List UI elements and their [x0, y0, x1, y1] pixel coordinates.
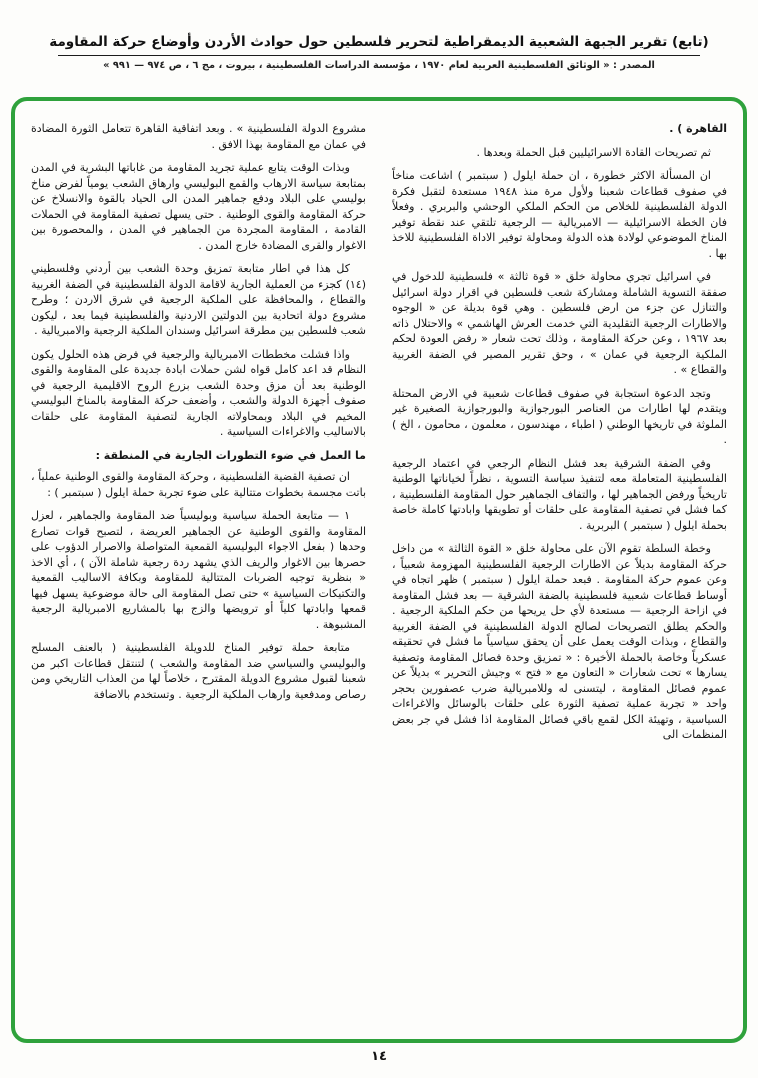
green-border-frame — [11, 97, 747, 1043]
paragraph: ثم تصريحات القادة الاسرائيليين قبل الحملة وبعدها . — [476, 145, 711, 159]
page-number: ١٤ — [371, 1049, 387, 1064]
paragraph: ان تصفية القضية الفلسطينية ، وحركة المقاومة والقوى الوطنية عملياً ، باتت مجسمة بخطوات متتالية على ضوء تجربة حملة ايلول ( سبتمبر ) : — [31, 470, 366, 499]
title-divider — [58, 55, 700, 56]
paragraph: ان المسألة الاكثر خطورة ، ان حملة ايلول ( سبتمبر ) اشاعت مناخاً في صفوف قطاعات شعبنا ولأول مرة منذ ١٩٤٨ مستعدة لتقبل فكرة الدولة الفلسطينية للخلاص من الحكم الملكي الوحشي والبربري . وفعلاً فان الخطة الاسرائيلية — الامبريالية — الرجعية تلتقي عند نقطة توفير المناخ الموضوعي لولادة هذه الدولة ومحاولة توفير الاداة الفلسطينية للاخذ بها . — [392, 169, 727, 260]
two-column-text — [31, 121, 727, 1025]
paragraph: كل هذا في اطار متابعة تمزيق وحدة الشعب بين أردني وفلسطيني (١٤) كجزء من العملية الجارية لاقامة الدولة الفلسطينية في الضفة الغربية والقطاع ، والمحافظة على الملكية الرجعية في شرق الاردن ؛ وطرح مشروع دولة اتحادية بين الدولتين الاردنية والفلسطينية فيما بعد ، ليكون شعب فلسطين بين مطرقة اسرائيل وسندان الملكية الرجعية والامبريالية . — [31, 262, 366, 337]
paragraph: وخطة السلطة تقوم الآن على محاولة خلق « القوة الثالثة » من داخل حركة المقاومة بديلاً عن الاطارات الرجعية الفلسطينية المهزومة شعبياً ، وعن عموم حركة المقاومة . فبعد حملة ايلول ( سبتمبر ) ظهر اتجاه في أوساط قطاعات شعبية فلسطينية بالضفة الشرقية — بعد فشل المقاومة في ازاحة الرجعية — مستعدة لأي حل يريحها من حكم الملكية الرجعية . والحكم يطلق التصريحات لصالح الدولة الفلسطينية في الضفة الغربية والقطاع ، وبذات الوقت يعمل على أن يحقق سياسياً ما فشل في تحقيقه عسكرياً وخاصة بالحملة الأخيرة : « تمزيق وحدة فصائل المقاومة وتصفية يسارها » تحت شعارات « التعاون مع « فتح » وجيش التحرير » بديلاً عن عموم فصائل المقاومة ، ليتسنى له وللامبريالية ضرب عصفورين بحجر واحد « تجربة عملية تصفية الثورة على حلقات بالوسائل والاغراءات السياسية ، وتهيئة الكل لقمع باقي فصائل المقاومة اذا فشل في جر بعض المنظمات الى — [392, 542, 727, 741]
paragraph: وتجد الدعوة استجابة في صفوف قطاعات شعبية في الارض المحتلة ويتقدم لها اطارات من العناصر البورجوازية والبورجوازية الصغيرة غير الملوثة في تاريخها الوطني ( اطباء ، مهندسون ، معلمون ، محامون ، الخ ) . — [392, 386, 727, 446]
paragraph: وبذات الوقت يتابع عملية تجريد المقاومة من غاباتها البشرية في المدن بمتابعة سياسة الارهاب والقمع البوليسي وارهاق الشعب يومياً لفرض مناخ بوليسي على البلاد ودفع جماهير المدن الى الحياد بالقوة والانسلاخ عن حركة المقاومة والقوى الوطنية . حتى يسهل تصفية المقاومة في الحملات القادمة ، المقاومة المجردة من الجماهير في المدن ، والمحصورة بين الاغوار والقرى المضادة خارج المدن . — [31, 161, 366, 252]
section-heading: ما العمل في ضوء التطورات الجارية في المنطقة : — [95, 448, 366, 462]
document-header — [0, 34, 758, 71]
paragraph: متابعة حملة توفير المناخ للدويلة الفلسطينية ( بالعنف المسلح والبوليسي والسياسي ضد المقاومة والشعب ) لتنتقل قطاعات اكبر من شعبنا لقبول مشروع الدويلة المقترح ، خلاصاً لها من العذاب التاريخي ومن رصاص ومدفعية وارهاب الملكية الرجعية . وتستخدم بالاضافة — [31, 641, 366, 701]
paragraph: القاهرة ) . — [669, 122, 727, 135]
paragraph: مشروع الدولة الفلسطينية » . وبعد اتفاقية القاهرة تتعامل الثورة المضادة في عمان مع المقاومة بهذا الافق . — [31, 122, 366, 151]
paragraph: في اسرائيل تجري محاولة خلق « قوة ثالثة » فلسطينية للدخول في صفقة التسوية الشاملة ومشاركة شعب فلسطين في اقرار دولة اسرائيل والتنازل عن جزء من ارض فلسطين . وهي قوة بديلة عن « الوجوه والاطارات الرجعية التقليدية التي خدمت العرش الهاشمي » والاحتلال ذاته بعد ١٩٦٧ ، وعن حركة المقاومة ، وذلك تحت شعار « رفض العودة لحكم الملكية الرجعية في عمان » ، وحق تقرير المصير في الضفة الغربية والقطاع » . — [392, 270, 727, 376]
document-title: (تابع) تقرير الجبهة الشعبية الديمقراطية لتحرير فلسطين حول حوادث الأردن وأوضاع حركة المقاومة — [49, 34, 709, 50]
paragraph: ١ — متابعة الحملة سياسية وبوليسياً ضد المقاومة والجماهير ، لعزل المقاومة والقوى الوطنية عن الجماهير العريضة ، لتصبح قوات تصارع وحدها ( بفعل الاجواء البوليسية القمعية المتواصلة والاصرار الدؤوب على حصرها بين الاغوار والريف الذي يشهد ردة رجعية شاملة الآن ) ، أي الاخذ « بنظرية توجيه الضربات المتتالية للمقاومة وبكافة الاساليب القمعية والتكتيكات السياسية » حتى تصل المقاومة الى حالة موضوعية يسهل فيها قمعها وابادتها كلياً أو ترويضها والزج بها بالمشاريع الامبريالية الرجعية المشبوهة . — [31, 509, 366, 631]
column-right — [392, 121, 727, 1025]
paragraph: وفي الضفة الشرقية بعد فشل النظام الرجعي في اعتماد الرجعية الفلسطينية المتعاملة معه لتنفيذ سياسة التسوية ، نظراً لخياناتها الوطنية تاريخياً ورفض الجماهير لها ، والتفاف الجماهير حول المقاومة الفلسطينية ، كما فشل في تصفية المقاومة على حلقات أو تطويقها وابادتها كاملة خاصة بحملة ايلول ( سبتمبر ) البربرية . — [392, 456, 727, 532]
paragraph: واذا فشلت مخططات الامبريالية والرجعية في فرض هذه الحلول يكون النظام قد اعد كامل قواه لشن حملات ابادة جديدة على المقاومة والقوى الوطنية بعد أن مزق وحدة الشعب بزرع الروح الاقليمية الرجعية في صفوف أجهزة الدولة والشعب ، وأضعف حركة المقاومة بالمناخ البوليسي المخيم في البلاد وبمحاولاته الجارية لتصفية المقاومة على حلقات بالاساليب والاغراءات السياسية . — [31, 347, 366, 438]
document-source: المصدر : « الوثائق الفلسطينية العربية لعام ١٩٧٠ ، مؤسسة الدراسات الفلسطينية ، بيروت ، مج ٦ ، ص ٩٧٤ — ٩٩١ » — [103, 60, 655, 71]
column-left — [31, 121, 366, 1025]
